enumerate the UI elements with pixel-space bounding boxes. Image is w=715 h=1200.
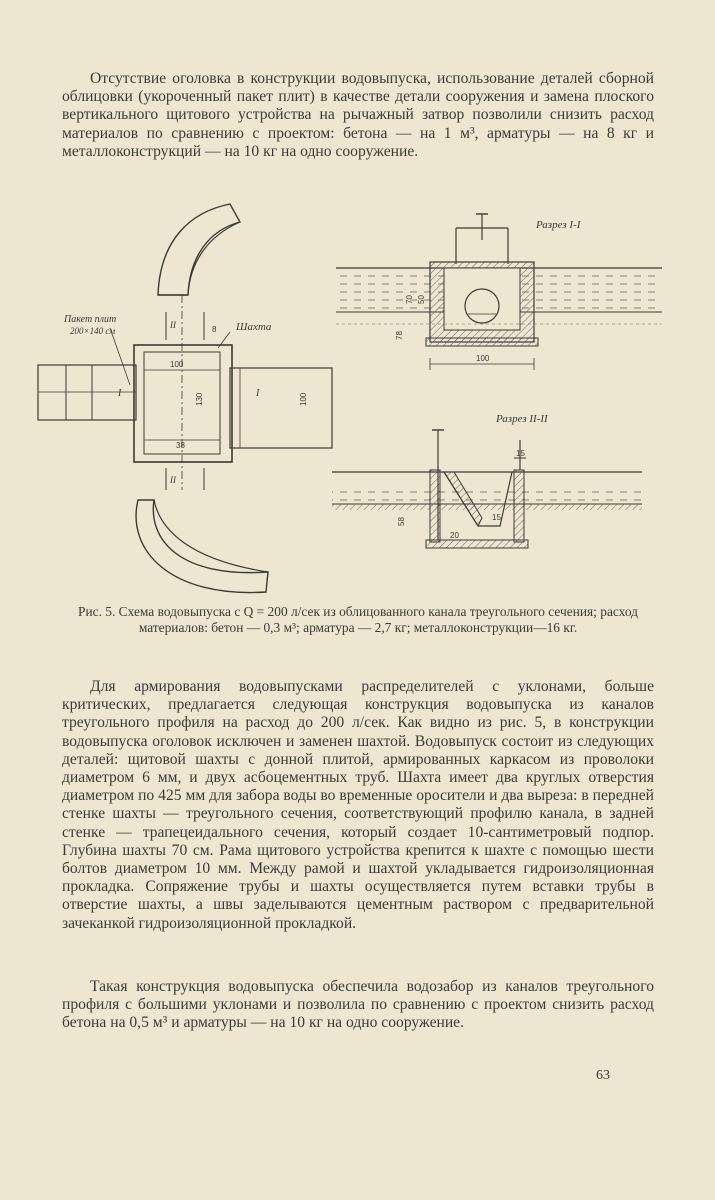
dim-100-plan: 100 [170, 360, 184, 369]
dim-20: 20 [450, 531, 459, 540]
label-plate-pack-2: 200×140 см [70, 326, 116, 336]
dim-100-right: 100 [299, 392, 308, 406]
dim-100-sec1: 100 [476, 354, 490, 363]
section-2-view [332, 430, 642, 548]
roman-1a: I [118, 388, 122, 399]
paragraph-main: Для армирования водовыпусками распределителей с уклонами, больше критических, предлагается следующая конструкция водовыпуска из каналов треугольного профиля на расход до 200 л/сек. Как видно из рис. 5, в конструкции водовыпуска оголовок исключен и заменен шахтой. Водовыпуск состоит из следующих деталей: щитовой шахты с донной плитой, армированных каркасом из проволоки диаметром 6 мм, и двух асбоцементных труб. Шахта имеет два круглых отверстия диаметром по 425 мм для забора воды во временные оросители и два выреза: в передней стенке шахты — треугольного сечения, соответствующий профилю канала, в задней стенке — трапецеидального сечения, который создает 10-сантиметровый подпор. Глубина шахты 70 см. Рама щитового устройства крепится к шахте с помощью шести болтов диаметром 10 мм. Между рамой и шахтой укладывается гидроизоляционная прокладка. Сопряжение трубы и шахты осуществляется путем вставки трубы в отверстие шахты, а швы заделываются цементным раствором с предварительной зачеканкой гидроизоляционной прокладкой. [62, 678, 654, 932]
label-section-1: Разрез I-I [536, 219, 581, 231]
dim-78: 78 [395, 331, 404, 340]
plan-view [38, 204, 332, 593]
dim-8: 8 [212, 325, 217, 334]
label-plate-pack-1: Пакет плит [64, 314, 117, 325]
dim-15b: 15 [492, 513, 501, 522]
dim-38: 38 [176, 441, 185, 450]
dim-70: 70 [405, 295, 414, 304]
label-shaft: Шахта [236, 321, 272, 333]
roman-1b: I [256, 388, 260, 399]
section-1-view [336, 214, 662, 370]
roman-2a: II [170, 320, 176, 330]
figure-caption: Рис. 5. Схема водовыпуска с Q = 200 л/сек из облицованного канала треугольного сечения; расход материалов: бетон — 0,3 м³; арматура — 2,7 кг; металлоконструкции—16 кг. [78, 604, 638, 635]
dim-15: 15 [516, 449, 525, 458]
dim-50: 50 [417, 295, 426, 304]
dim-58: 58 [397, 517, 406, 526]
page-number: 63 [596, 1068, 610, 1083]
label-section-2: Разрез II-II [496, 413, 548, 425]
roman-2b: II [170, 475, 176, 485]
figure-5-drawing [30, 200, 670, 600]
paragraph-intro: Отсутствие оголовка в конструкции водовыпуска, использование деталей сборной облицовки (укороченный пакет плит) в качестве детали сооружения и замена плоского вертикального щитового устройства на рычажный затвор позволили снизить расход материалов по сравнению с проектом: бетона — на 1 м³, арматуры — на 8 кг и металлоконструкций — на 10 кг на одно сооружение. [62, 70, 654, 160]
paragraph-conclusion: Такая конструкция водовыпуска обеспечила водозабор из каналов треугольного профиля с большими уклонами и позволила по сравнению с проектом снизить расход бетона на 0,5 м³ и арматуры — на 10 кг на одно сооружение. [62, 978, 654, 1032]
dim-130: 130 [195, 392, 204, 406]
